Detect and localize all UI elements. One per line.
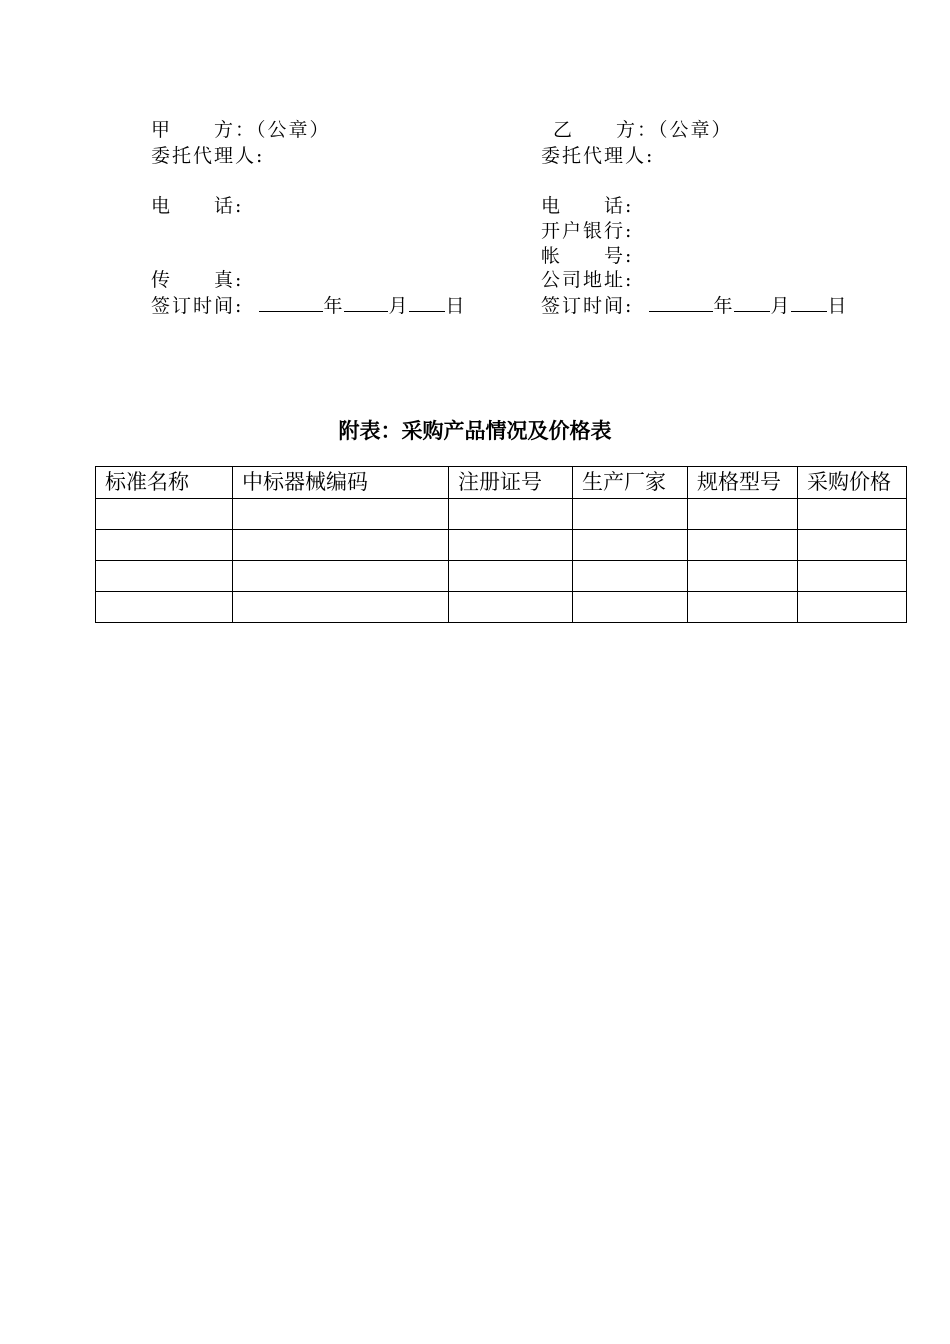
table-row [96,592,907,623]
party-b-agent-label: 委托代理人: [541,145,655,167]
table-cell[interactable] [798,561,907,592]
table-cell[interactable] [688,561,798,592]
party-a-date-label: 签订时间: [151,295,244,317]
party-a-month-label: 月 [388,295,410,317]
table-cell[interactable] [233,499,449,530]
table-cell[interactable] [96,561,233,592]
table-cell[interactable] [573,561,688,592]
party-b-year-label: 年 [713,295,735,317]
party-b-year-blank[interactable] [649,293,713,312]
header-spec-model: 规格型号 [688,467,798,499]
party-b-month-label: 月 [770,295,792,317]
table-cell[interactable] [688,499,798,530]
table-cell[interactable] [798,499,907,530]
table-cell[interactable] [688,530,798,561]
table-cell[interactable] [573,530,688,561]
party-b-account-label: 帐 号: [541,245,634,267]
party-a-day-label: 日 [445,295,467,317]
table-cell[interactable] [96,499,233,530]
party-b-label: 乙 方：（公章） [553,119,733,141]
party-b-bank-label: 开户银行: [541,220,634,242]
party-b-sign-date [541,293,849,318]
party-b-day-blank[interactable] [791,293,827,312]
party-b-month-blank[interactable] [734,293,770,312]
table-row [96,530,907,561]
party-a-year-label: 年 [323,295,345,317]
party-a-phone-label: 电 话: [151,195,244,217]
appendix-title: 附表：采购产品情况及价格表 [338,418,612,443]
table-cell[interactable] [449,499,573,530]
party-a-month-blank[interactable] [344,293,388,312]
party-b-date-label: 签订时间: [541,295,634,317]
table-row [96,561,907,592]
table-cell[interactable] [96,592,233,623]
party-a-day-blank[interactable] [409,293,445,312]
header-standard-name: 标准名称 [96,467,233,499]
party-b-address-label: 公司地址: [541,269,634,291]
table-row [96,499,907,530]
table-cell[interactable] [449,561,573,592]
table-cell[interactable] [688,592,798,623]
table-cell[interactable] [573,499,688,530]
party-a-label: 甲 方：（公章） [151,119,331,141]
header-device-code: 中标器械编码 [233,467,449,499]
party-a-fax-label: 传 真: [151,269,244,291]
table-cell[interactable] [449,592,573,623]
table-cell[interactable] [449,530,573,561]
party-b-day-label: 日 [827,295,849,317]
party-a-year-blank[interactable] [259,293,323,312]
party-b-phone-label: 电 话: [541,195,634,217]
header-purchase-price: 采购价格 [798,467,907,499]
table-cell[interactable] [233,592,449,623]
party-a-sign-date [151,293,467,318]
table-cell[interactable] [233,530,449,561]
table-cell[interactable] [798,530,907,561]
table-cell[interactable] [798,592,907,623]
table-cell[interactable] [233,561,449,592]
party-a-agent-label: 委托代理人: [151,145,265,167]
header-registration-no: 注册证号 [449,467,573,499]
table-header-row [96,467,907,499]
price-table [95,466,907,623]
table-cell[interactable] [573,592,688,623]
header-manufacturer: 生产厂家 [573,467,688,499]
table-cell[interactable] [96,530,233,561]
